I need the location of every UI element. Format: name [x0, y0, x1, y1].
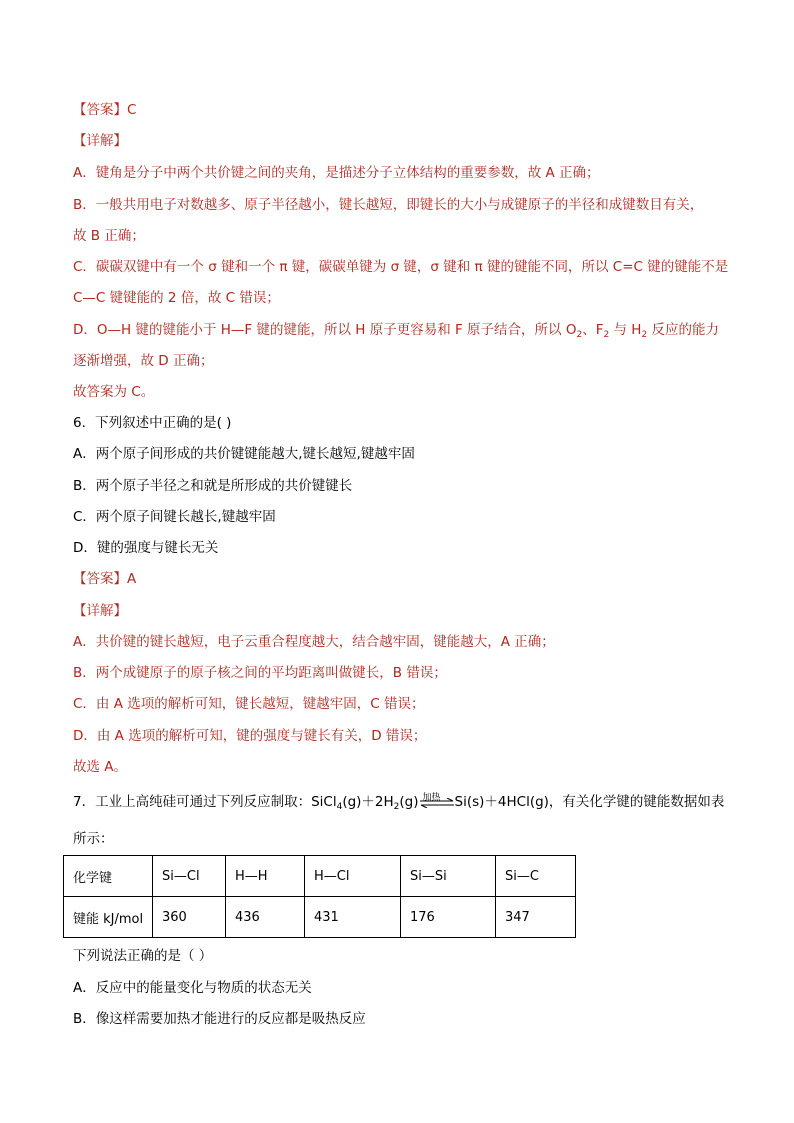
detail-q5-c-line2: C—C 键键能的 2 倍，故 C 错误；	[73, 290, 280, 306]
q6-stem: 6．下列叙述中正确的是( )	[73, 415, 232, 431]
q7-sub-2: 2	[393, 802, 400, 812]
detail-label-q5: 【详解】	[73, 133, 127, 149]
q7-option-b: B．像这样需要加热才能进行的反应都是吸热反应	[73, 1011, 366, 1027]
table-cell: Si—Cl	[153, 856, 226, 897]
q6-option-d: D．键的强度与键长无关	[73, 540, 219, 556]
table-cell: H—Cl	[305, 856, 401, 897]
answer-label: 【答案】	[73, 571, 127, 587]
d1-text-b: 、F	[582, 322, 604, 338]
answer-value: A	[127, 571, 137, 587]
detail-label-q6: 【详解】	[73, 603, 127, 619]
table-cell: 化学键	[64, 856, 153, 897]
detail-q5-d-line1	[73, 320, 719, 340]
table-cell: 360	[153, 897, 226, 938]
table-cell: H—H	[226, 856, 305, 897]
bond-energy-table	[63, 855, 576, 938]
detail-q5-b-line2: 故 B 正确；	[73, 228, 145, 244]
table-cell: 436	[226, 897, 305, 938]
d1-text-a: D．O—H 键的键能小于 H—F 键的键能，所以 H 原子更容易和 F 原子结合，所以 O	[73, 322, 577, 338]
table-cell: 347	[496, 897, 576, 938]
q7-option-a: A．反应中的能量变化与物质的状态无关	[73, 980, 312, 996]
q6-option-a: A．两个原子间形成的共价键键能越大,键长越短,键越牢固	[73, 446, 415, 462]
table-cell: 176	[401, 897, 496, 938]
q7-text-b: (g)＋2H	[342, 794, 394, 810]
answer-label: 【答案】	[73, 102, 127, 118]
q7-stem-line1	[73, 792, 724, 812]
detail-q6-d: D．由 A 选项的解析可知，键的强度与键长有关，D 错误；	[73, 728, 427, 744]
reaction-condition: 加热	[422, 793, 441, 803]
d1-text-d: 反应的能力	[647, 322, 719, 338]
q7-sub-4: 4	[336, 802, 343, 812]
table-row	[64, 897, 576, 938]
detail-q5-b-line1: B．一般共用电子对数越多、原子半径越小，键长越短，即键长的大小与成键原子的半径和成键数目有关，	[73, 197, 704, 213]
conclusion-q5: 故答案为 C。	[73, 384, 155, 400]
detail-q5-d-line2: 逐渐增强，故 D 正确；	[73, 353, 214, 369]
d1-sub-3: 2	[641, 330, 648, 340]
q7-text-d: Si(s)＋4HCl(g)，有关化学键的键能数据如表	[454, 794, 725, 810]
answer-value: C	[127, 102, 137, 118]
table-header-row	[64, 856, 576, 897]
table-cell: Si—C	[496, 856, 576, 897]
detail-q6-c: C．由 A 选项的解析可知，键长越短，键越牢固，C 错误；	[73, 696, 425, 712]
table-cell: 键能 kJ/mol	[64, 897, 153, 938]
detail-q6-b: B．两个成键原子的原子核之间的平均距离叫做键长，B 错误；	[73, 665, 447, 681]
table-cell: Si—Si	[401, 856, 496, 897]
detail-q5-c-line1: C．碳碳双键中有一个 σ 键和一个 π 键，碳碳单键为 σ 键，σ 键和 π 键的键能不同，所以 C=C 键的键能不是	[73, 259, 729, 275]
q7-question: 下列说法正确的是（ ）	[73, 948, 213, 964]
answer-line-q5	[73, 100, 136, 120]
d1-text-c: 与 H	[609, 322, 642, 338]
q7-text-c: (g)	[399, 794, 419, 810]
q6-option-b: B．两个原子半径之和就是所形成的共价键键长	[73, 478, 353, 494]
detail-q6-a: A．共价键的键长越短，电子云重合程度越大，结合越牢固，键能越大，A 正确；	[73, 634, 555, 650]
d1-sub-2: 2	[603, 330, 610, 340]
reversible-arrow-icon	[419, 792, 455, 810]
detail-q5-a: A．键角是分子中两个共价键之间的夹角，是描述分子立体结构的重要参数，故 A 正确；	[73, 165, 600, 181]
answer-line-q6	[73, 569, 136, 589]
q6-option-c: C．两个原子间键长越长,键越牢固	[73, 509, 276, 525]
q7-stem-line2: 所示：	[73, 831, 114, 847]
table-cell: 431	[305, 897, 401, 938]
q7-text-a: 7．工业上高纯硅可通过下列反应制取：SiCl	[73, 794, 337, 810]
conclusion-q6: 故选 A。	[73, 759, 128, 775]
d1-sub-1: 2	[576, 330, 583, 340]
